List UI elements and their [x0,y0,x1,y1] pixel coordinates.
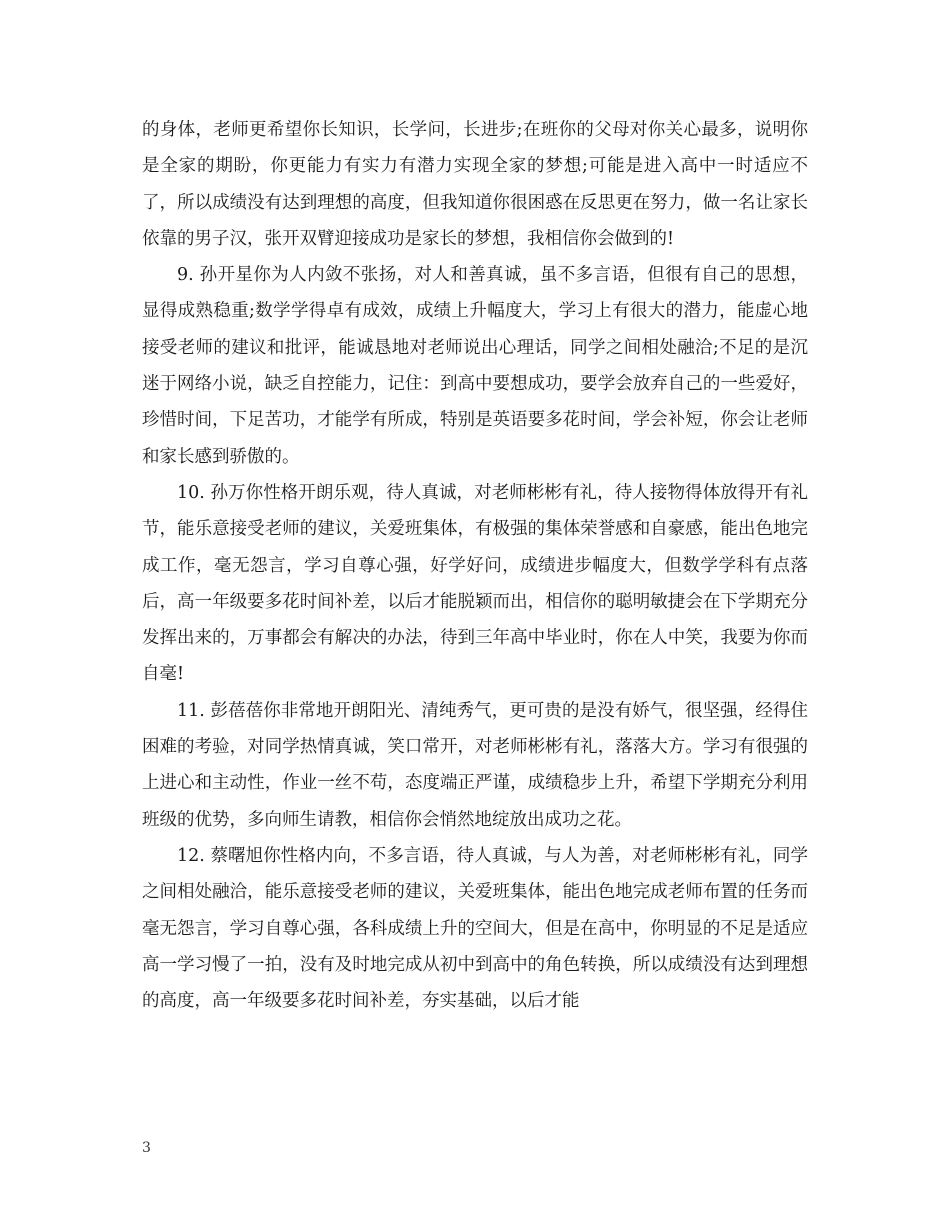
paragraph-continuation: 的身体，老师更希望你长知识，长学问，长进步;在班你的父母对你关心最多，说明你是全家的期盼，你更能力有实力有潜力实现全家的梦想;可能是进入高中一时适应不了，所以成绩没有达到理想的高度，但我知道你很困惑在反思更在努力，做一名让家长依靠的男子汉，张开双臂迎接成功是家长的梦想，我相信你会做到的! [142,120,808,249]
document-body [142,112,808,1019]
paragraph-item-11: 11. 彭蓓蓓你非常地开朗阳光、清纯秀气，更可贵的是没有娇气，很坚强，经得住困难的考验，对同学热情真诚，笑口常开，对老师彬彬有礼，落落大方。学习有很强的上进心和主动性，作业一丝不苟，态度端正严谨，成绩稳步上升，希望下学期充分利用班级的优势，多向师生请教，相信你会悄然地绽放出成功之花。 [142,700,808,830]
paragraph-item-9: 9. 孙开星你为人内敛不张扬，对人和善真诚，虽不多言语，但很有自己的思想，显得成熟稳重;数学学得卓有成效，成绩上升幅度大，学习上有很大的潜力，能虚心地接受老师的建议和批评，能诚恳地对老师说出心理话，同学之间相处融洽;不足的是沉迷于网络小说，缺乏自控能力，记住：到高中要想成功，要学会放弃自己的一些爱好，珍惜时间，下足苦功，才能学有所成，特别是英语要多花时间，学会补短，你会让老师和家长感到骄傲的。 [142,265,808,467]
paragraph-item-10: 10. 孙万你性格开朗乐观，待人真诚，对老师彬彬有礼，待人接物得体放得开有礼节，能乐意接受老师的建议，关爱班集体，有极强的集体荣誉感和自豪感，能出色地完成工作，毫无怨言，学习自尊心强，好学好问，成绩进步幅度大，但数学学科有点落后，高一年级要多花时间补差，以后才能脱颖而出，相信你的聪明敏捷会在下学期充分发挥出来的，万事都会有解决的办法，待到三年高中毕业时，你在人中笑，我要为你而自毫! [142,482,808,685]
page-number: 3 [142,1140,151,1156]
paragraph-item-12: 12. 蔡曙旭你性格内向，不多言语，待人真诚，与人为善，对老师彬彬有礼，同学之间相处融洽，能乐意接受老师的建议，关爱班集体，能出色地完成老师布置的任务而毫无怨言，学习自尊心强，各科成绩上升的空间大，但是在高中，你明显的不足是适应高一学习慢了一拍，没有及时地完成从初中到高中的角色转换，所以成绩没有达到理想的高度，高一年级要多花时间补差，夯实基础，以后才能 [142,845,808,1012]
